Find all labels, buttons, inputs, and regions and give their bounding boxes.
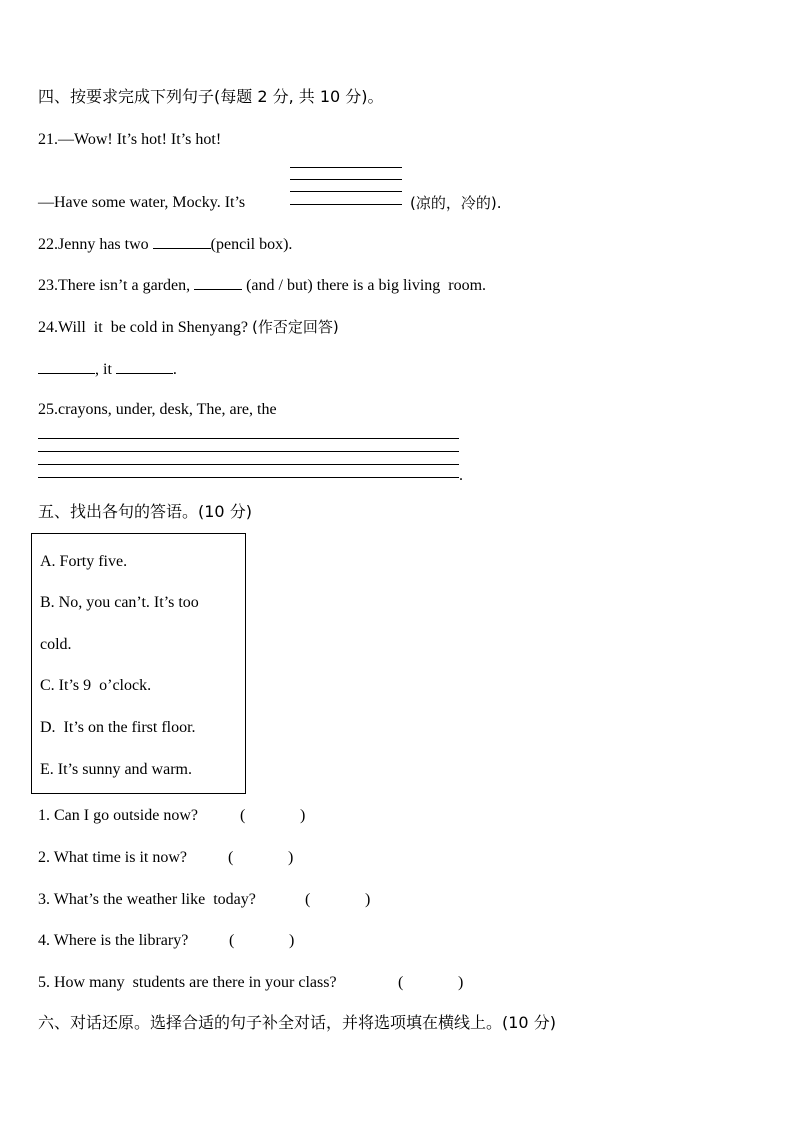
- question-24-answer: , it .: [38, 359, 177, 380]
- answer-paren-open: (: [240, 807, 246, 824]
- option-b: B. No, you can’t. It’s too: [40, 594, 199, 611]
- question-24: 24.Will it be cold in Shenyang? (作否定回答): [38, 318, 339, 336]
- section-4-title: 四、按要求完成下列句子(每题 2 分, 共 10 分)。: [38, 87, 384, 106]
- answer-blank[interactable]: [38, 359, 95, 374]
- answer-line: [290, 179, 402, 180]
- question-22: 22.Jenny has two (pencil box).: [38, 236, 293, 253]
- answer-line: [38, 464, 459, 465]
- answer-line: [290, 167, 402, 168]
- answer-paren-open: (: [398, 974, 404, 991]
- answer-line: [38, 451, 459, 452]
- section-6-title: 六、对话还原。选择合适的句子补全对话，并将选项填在横线上。(10 分): [38, 1013, 556, 1032]
- answer-paren-close: ): [300, 807, 306, 824]
- options-box: [31, 533, 246, 794]
- question-25: 25.crayons, under, desk, The, are, the: [38, 401, 277, 418]
- answer-line: [290, 204, 402, 205]
- question-21-line-2: —Have some water, Mocky. It’s: [38, 194, 246, 211]
- matching-question-2: 2. What time is it now?: [38, 849, 188, 866]
- matching-question-4: 4. Where is the library?: [38, 932, 189, 949]
- question-21-line-1: 21.—Wow! It’s hot! It’s hot!: [38, 131, 222, 148]
- answer-paren-close: ): [365, 891, 371, 908]
- question-25-period: .: [459, 467, 463, 484]
- answer-line: [38, 477, 459, 478]
- option-a: A. Forty five.: [40, 553, 128, 570]
- answer-line: [290, 191, 402, 192]
- option-b-continued: cold.: [40, 636, 72, 653]
- answer-blank[interactable]: [116, 359, 173, 374]
- answer-paren-open: (: [229, 932, 235, 949]
- answer-paren-open: (: [228, 849, 234, 866]
- matching-question-3: 3. What’s the weather like today?: [38, 891, 256, 908]
- option-c: C. It’s 9 o’clock.: [40, 677, 152, 694]
- answer-paren-close: ): [458, 974, 464, 991]
- answer-blank[interactable]: [194, 275, 242, 290]
- answer-paren-close: ): [288, 849, 294, 866]
- section-5-title: 五、找出各句的答语。(10 分): [38, 502, 252, 521]
- matching-question-5: 5. How many students are there in your class?: [38, 974, 337, 991]
- answer-paren-open: (: [305, 891, 311, 908]
- question-21-number: 21.: [38, 131, 58, 148]
- matching-question-1: 1. Can I go outside now?: [38, 807, 198, 824]
- option-e: E. It’s sunny and warm.: [40, 761, 192, 778]
- answer-paren-close: ): [289, 932, 295, 949]
- option-d: D. It’s on the first floor.: [40, 719, 196, 736]
- answer-line: [38, 438, 459, 439]
- question-21-hint: (凉的，冷的).: [410, 194, 502, 212]
- answer-blank[interactable]: [153, 234, 211, 249]
- question-23: 23.There isn’t a garden, (and / but) there is a big living room.: [38, 277, 487, 294]
